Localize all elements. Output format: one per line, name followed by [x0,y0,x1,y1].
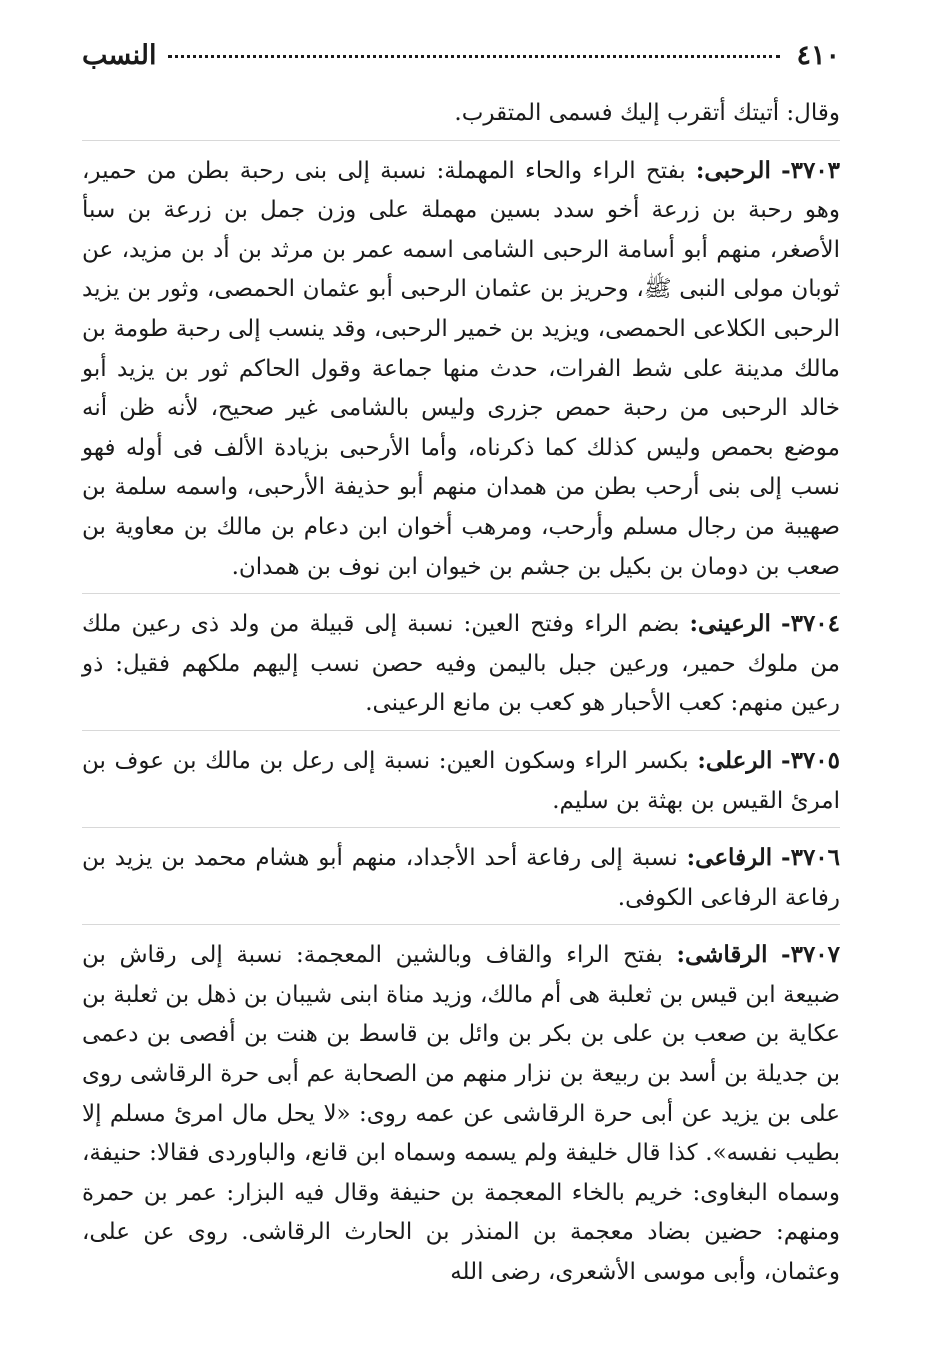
entry-term: الرقاشى: [676,941,768,969]
page-header [82,40,840,92]
entry-text: نسبة إلى رفاعة أحد الأجداد، منهم أبو هشام محمد بن يزيد بن رفاعة الرفاعى الكوفى. [82,845,840,911]
entry-paragraph [82,151,840,588]
entry-3704 [82,593,840,724]
entry-term: الرعينى: [689,610,771,638]
entry-term: الرفاعى: [686,844,773,872]
entry-3706 [82,827,840,918]
entry-paragraph [82,604,840,724]
running-title: النسب [82,40,157,71]
entry-3705 [82,730,840,821]
entry-term: الرعلى: [697,746,773,774]
opening-line: وقال: أتيتك أتقرب إليك فسمى المتقرب. [454,100,840,126]
header-dotted-leader [168,55,780,58]
entry-paragraph [82,741,840,821]
entry-3703 [82,140,840,588]
page-number: ٤١٠ [796,40,840,71]
entry-paragraph [82,838,840,918]
entry-number: ٣٧٠٤- [781,610,841,638]
entry-paragraph [82,935,840,1292]
entry-text: بكسر الراء وسكون العين: نسبة إلى رعل بن مالك بن عوف بن امرئ القيس بن بهثة بن سليم. [82,747,840,814]
document-page [82,40,840,1293]
entry-3707 [82,924,840,1292]
entry-number: ٣٧٠٧- [781,941,841,969]
entry-text: بفتح الراء والقاف وبالشين المعجمة: نسبة إلى رقاش بن ضبيعة ابن قيس بن ثعلبة هى أم مالك، وزيد مناة ابنى شيبان بن ذهل بن ثعلبة بن عكاية بن صعب بن على بن بكر بن وائل بن قاسط بن هنت بن أفصى بن دعمى بن جديلة بن أسد بن ربيعة بن نزار منهم من الصحابة عم أبى حرة الرقاشى روى على بن يزيد عن أبى حرة الرقاشى عن عمه روى: «لا يحل مال امرئ مسلم إلا بطيب نفسه». كذا قال خليفة ولم يسمه وسماه ابن قانع، والباوردى فقالا: حنيفة، وسماه البغاوى: خريم بالخاء المعجمة بن حنيفة وقال فيه البزار: عمر بن حمرة ومنهم: حضين بضاد معجمة بن المنذر بن الحارث الرقاشى. روى عن على، وعثمان، وأبى موسى الأشعرى، رضى الله [82,942,840,1286]
entry-text: بضم الراء وفتح العين: نسبة إلى قبيلة من ولد ذى رعين ملك من ملوك حمير، ورعين جبل باليمن وفيه حصن نسب إليهم ملكهم فقيل: ذو رعين منهم: كعب الأحبار هو كعب بن مانع الرعينى. [82,611,840,717]
entry-text: بفتح الراء والحاء المهملة: نسبة إلى بنى رحبة بطن من حمير، وهو رحبة بن زرعة أخو سدد بسين مهملة على وزن جمل بن زرعة بن سبأ الأصغر، منهم أبو أسامة الرحبى الشامى اسمه عمر بن مرثد بن أد بن مزيد، عن ثوبان مولى النبى ﷺ، وحريز بن عثمان الرحبى أبو عثمان الحمصى، وثور بن يزيد الرحبى الكلاعى الحمصى، ويزيد بن خمير الرحبى، وقد ينسب إلى رحبة طومة بن مالك مدينة على شط الفرات، حدث منها جماعة وقول الحاكم ثور بن يزيد أبو خالد الرحبى من رحبة حمص جزرى وليس بالشامى غير صحيح، لأنه ظن أنه موضع بحمص وليس كذلك كما ذكرناه، وأما الأرحبى بزيادة الألف فى أوله فهو نسب إلى بنى أرحب بطن من همدان منهم أبو حذيفة الأرحبى، واسمه سلمة بن صهيبة من رجال مسلم وأرحب، ومرهب أخوان ابن دعام بن مالك بن معاوية بن صعب بن دومان بن بكيل بن جشم بن خيوان ابن نوف بن همدان. [82,157,840,580]
entry-number: ٣٧٠٥- [781,746,840,774]
entry-term: الرحبى: [695,156,771,184]
entry-number: ٣٧٠٣- [781,156,841,184]
entry-number: ٣٧٠٦- [781,844,841,872]
